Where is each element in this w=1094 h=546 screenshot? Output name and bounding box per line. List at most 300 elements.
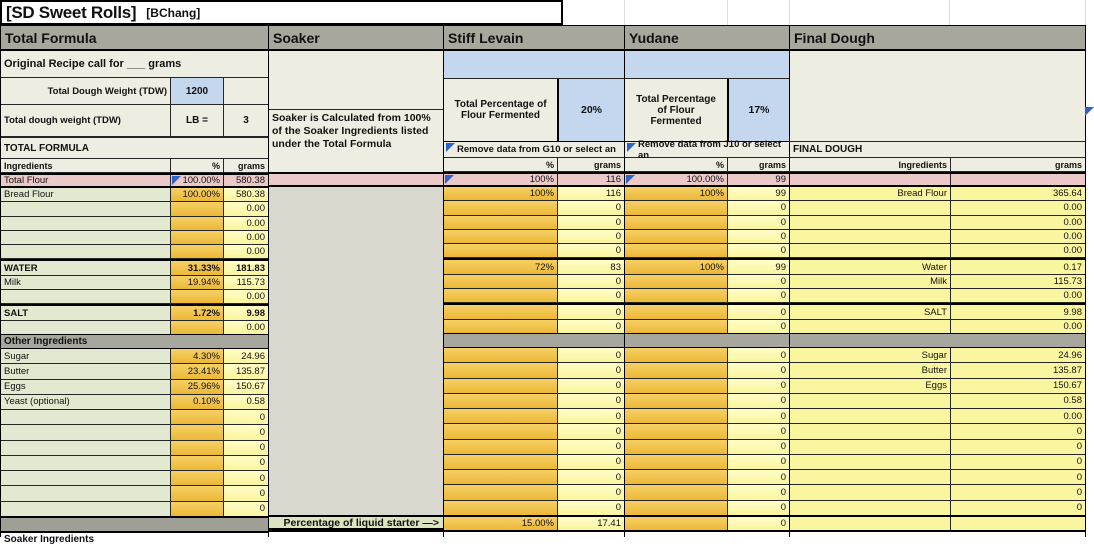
yudane-total-grams-cell[interactable]: 99	[727, 174, 789, 185]
section-final-dough	[789, 25, 1086, 537]
grams-cell[interactable]: 0	[727, 348, 789, 362]
ingredients-column-header[interactable]: Ingredients	[4, 160, 53, 171]
grams-cell[interactable]: 0	[727, 305, 789, 318]
grams-column-header[interactable]: grams	[727, 158, 789, 171]
grams-cell[interactable]: 0	[727, 379, 789, 393]
table-row	[1, 259, 268, 275]
percent-cell[interactable]	[170, 290, 223, 303]
grams-cell[interactable]: 0	[950, 501, 1085, 515]
grams-cell[interactable]: 115.73	[950, 275, 1085, 288]
table-row	[625, 258, 789, 274]
percent-cell[interactable]: 0.10%	[170, 395, 223, 409]
percent-cell[interactable]: 31.33%	[170, 261, 223, 274]
grams-cell[interactable]: 0	[557, 485, 624, 499]
table-row	[444, 201, 624, 215]
grams-cell[interactable]: 150.67	[950, 379, 1085, 393]
grams-cell[interactable]: 0	[727, 501, 789, 515]
table-row	[1, 486, 268, 501]
ingredient-cell[interactable]	[790, 440, 950, 454]
grams-cell[interactable]: 0.00	[950, 409, 1085, 423]
percent-cell[interactable]	[625, 320, 727, 333]
percent-cell[interactable]	[625, 216, 727, 229]
percent-cell[interactable]	[444, 379, 557, 393]
tdw-empty-cell[interactable]	[223, 78, 268, 104]
ingredients-column-header[interactable]: Ingredients	[898, 159, 947, 170]
yudane-ferment-box	[625, 79, 789, 142]
ingredient-cell[interactable]: Eggs	[1, 380, 170, 394]
grams-cell[interactable]: 0	[557, 201, 624, 214]
percent-cell[interactable]	[625, 244, 727, 257]
grams-cell[interactable]: 0	[557, 501, 624, 515]
percent-cell[interactable]	[625, 289, 727, 302]
table-row	[1, 217, 268, 231]
percent-cell[interactable]	[444, 305, 557, 318]
table-row	[790, 455, 1085, 470]
yudane-header[interactable]: Yudane	[625, 26, 789, 51]
ferment-percent-cell[interactable]: 20%	[557, 79, 624, 141]
levain-blank-cell[interactable]	[444, 51, 624, 79]
comment-flag-icon	[446, 143, 455, 152]
ingredient-cell[interactable]: Sugar	[1, 349, 170, 363]
percent-cell[interactable]	[444, 470, 557, 484]
soaker-empty-block[interactable]	[269, 187, 443, 515]
grams-cell[interactable]: 0	[727, 244, 789, 257]
percent-cell[interactable]: 100%	[444, 187, 557, 200]
grams-cell[interactable]: 9.98	[950, 305, 1085, 318]
section-yudane	[624, 25, 790, 537]
grams-cell[interactable]: 0	[557, 455, 624, 469]
percent-cell[interactable]	[625, 409, 727, 423]
table-row	[1, 304, 268, 320]
percent-cell[interactable]	[625, 275, 727, 288]
grams-cell[interactable]: 0.00	[950, 320, 1085, 333]
percent-cell[interactable]	[625, 201, 727, 214]
ingredient-cell[interactable]	[1, 245, 170, 258]
grams-cell[interactable]: 0.00	[223, 290, 268, 303]
ingredient-cell[interactable]	[790, 244, 950, 257]
flour-water-salt-rows	[1, 188, 268, 334]
grams-cell[interactable]: 0	[727, 320, 789, 333]
grams-cell[interactable]: 99	[727, 260, 789, 273]
grams-cell[interactable]: 0.00	[223, 245, 268, 258]
grams-cell[interactable]: 24.96	[223, 349, 268, 363]
table-row	[625, 455, 789, 470]
total-flour-grams-cell[interactable]: 580.38	[223, 175, 268, 186]
grams-cell[interactable]: 0	[557, 244, 624, 257]
section-total-formula	[0, 25, 269, 545]
grams-cell[interactable]: 0.00	[223, 202, 268, 215]
percent-cell[interactable]	[625, 470, 727, 484]
grams-cell[interactable]: 0	[557, 409, 624, 423]
grams-cell[interactable]: 0.00	[223, 217, 268, 230]
total-flour-percent-cell[interactable]	[170, 175, 223, 186]
grams-cell[interactable]: 0	[223, 471, 268, 485]
percent-cell[interactable]	[444, 230, 557, 243]
percent-cell[interactable]	[625, 485, 727, 499]
gridline	[624, 0, 625, 25]
percent-cell[interactable]	[444, 289, 557, 302]
soaker-header[interactable]: Soaker	[269, 26, 443, 51]
percent-cell[interactable]	[625, 424, 727, 438]
column-header-row	[625, 158, 789, 172]
grams-cell[interactable]: 0	[223, 456, 268, 470]
grams-cell[interactable]: 0	[727, 230, 789, 243]
table-row	[625, 409, 789, 424]
yudane-blank-cell[interactable]	[625, 51, 789, 79]
grams-column-header[interactable]: grams	[223, 159, 268, 172]
percent-cell[interactable]: 100%	[625, 187, 727, 200]
percent-cell[interactable]	[170, 471, 223, 485]
percent-cell[interactable]	[170, 321, 223, 334]
percent-cell[interactable]	[170, 456, 223, 470]
levain-total-percent-cell[interactable]	[444, 174, 557, 185]
percent-cell[interactable]	[444, 409, 557, 423]
ingredient-cell[interactable]	[1, 202, 170, 215]
grams-cell[interactable]: 0	[557, 363, 624, 377]
ingredient-cell[interactable]: Yeast (optional)	[1, 395, 170, 409]
percent-cell[interactable]	[170, 425, 223, 439]
ingredient-cell[interactable]	[790, 201, 950, 214]
percent-column-header[interactable]: %	[545, 159, 554, 170]
divider-row	[444, 333, 624, 348]
ingredient-cell[interactable]: Milk	[790, 275, 950, 288]
ingredient-cell[interactable]	[790, 455, 950, 469]
ingredient-cell[interactable]	[1, 441, 170, 455]
grams-cell[interactable]: 116	[557, 187, 624, 200]
percent-column-header[interactable]: %	[170, 159, 223, 172]
grams-cell[interactable]: 0	[557, 230, 624, 243]
ingredient-cell[interactable]	[1, 502, 170, 516]
ingredient-cell[interactable]	[790, 409, 950, 423]
grams-cell[interactable]: 0	[223, 502, 268, 516]
ingredient-cell[interactable]	[1, 217, 170, 230]
grams-cell[interactable]: 115.73	[223, 276, 268, 289]
ingredient-cell[interactable]	[790, 394, 950, 408]
tdw-label-cell[interactable]: Total Dough Weight (TDW)	[47, 85, 167, 97]
percent-cell[interactable]	[625, 501, 727, 515]
percent-cell[interactable]	[170, 410, 223, 424]
grams-cell[interactable]: 0	[727, 216, 789, 229]
ingredient-cell[interactable]	[1, 456, 170, 470]
ingredient-cell[interactable]	[790, 470, 950, 484]
grams-cell[interactable]: 0	[557, 440, 624, 454]
percent-cell[interactable]	[170, 217, 223, 230]
ferment-label-cell[interactable]: Total Percentage of Flour Fermented	[636, 93, 716, 127]
yudane-total-percent-cell[interactable]	[625, 174, 727, 185]
table-row	[444, 470, 624, 485]
empty-cell[interactable]	[790, 517, 950, 530]
grams-cell[interactable]: 0.00	[950, 244, 1085, 257]
grams-cell[interactable]: 0.58	[223, 395, 268, 409]
soaker-total-row[interactable]	[269, 172, 443, 187]
table-row	[444, 394, 624, 409]
percent-cell[interactable]: 100%	[625, 260, 727, 273]
percent-cell[interactable]	[444, 501, 557, 515]
percent-cell[interactable]	[625, 305, 727, 318]
original-recipe-cell[interactable]: Original Recipe call for ___ grams	[1, 51, 268, 78]
grams-cell[interactable]: 0	[950, 440, 1085, 454]
lb-value-cell[interactable]: 3	[223, 105, 268, 136]
grams-cell[interactable]: 0	[557, 379, 624, 393]
grams-cell[interactable]: 0	[557, 320, 624, 333]
ingredient-cell[interactable]: SALT	[1, 306, 170, 319]
grams-cell[interactable]: 0	[557, 216, 624, 229]
percent-cell[interactable]	[444, 455, 557, 469]
percent-cell[interactable]: 23.41%	[170, 364, 223, 378]
total-formula-header[interactable]: Total Formula	[1, 26, 268, 51]
final-dough-blank-block[interactable]	[790, 51, 1085, 142]
total-formula-label-cell[interactable]: TOTAL FORMULA	[1, 137, 268, 159]
ingredient-cell[interactable]	[1, 231, 170, 244]
table-row	[1, 276, 268, 290]
grams-cell[interactable]: 0.00	[950, 289, 1085, 302]
grams-cell[interactable]: 0	[557, 470, 624, 484]
grams-cell[interactable]: 0	[557, 305, 624, 318]
ingredient-cell[interactable]	[1, 321, 170, 334]
grams-cell[interactable]: 580.38	[223, 188, 268, 201]
ingredient-cell[interactable]: Eggs	[790, 379, 950, 393]
final-dough-other-rows	[790, 348, 1085, 515]
percent-cell[interactable]	[170, 486, 223, 500]
grams-cell[interactable]: 135.87	[950, 363, 1085, 377]
percent-cell[interactable]	[444, 363, 557, 377]
gridline	[727, 0, 728, 25]
percent-cell[interactable]	[170, 231, 223, 244]
percent-cell[interactable]	[444, 320, 557, 333]
grams-cell[interactable]: 0	[727, 409, 789, 423]
empty-cell[interactable]	[950, 517, 1085, 530]
table-row	[1, 245, 268, 259]
comment-flag-icon	[172, 176, 181, 185]
table-row	[1, 456, 268, 471]
ingredient-cell[interactable]: Sugar	[790, 348, 950, 362]
ingredient-cell[interactable]	[1, 290, 170, 303]
grams-cell[interactable]: 0.00	[950, 230, 1085, 243]
grams-cell[interactable]: 181.83	[223, 261, 268, 274]
table-row	[444, 289, 624, 303]
grams-cell[interactable]: 0	[557, 424, 624, 438]
levain-total-grams-cell[interactable]: 116	[557, 174, 624, 185]
grams-cell[interactable]: 0	[557, 348, 624, 362]
table-row	[1, 349, 268, 364]
soaker-note-cell[interactable]: Soaker is Calculated from 100% of the Soaker Ingredients listed under the Total Formula	[269, 110, 443, 172]
grams-cell[interactable]: 0	[727, 201, 789, 214]
grams-cell[interactable]: 0	[727, 470, 789, 484]
ingredient-cell[interactable]: Bread Flour	[790, 187, 950, 200]
liquid-starter-grams-cell[interactable]: 17.41	[557, 517, 624, 530]
table-row	[790, 440, 1085, 455]
levain-ferment-box	[444, 79, 624, 142]
soaker-ingredients-partial-row[interactable]: Soaker Ingredients	[1, 531, 268, 540]
ingredient-cell[interactable]	[790, 320, 950, 333]
yudane-remove-note-cell[interactable]	[625, 138, 789, 161]
table-row	[625, 201, 789, 215]
table-row	[1, 410, 268, 425]
table-row	[1, 231, 268, 245]
percent-cell[interactable]: 72%	[444, 260, 557, 273]
table-row	[1, 364, 268, 379]
grams-cell[interactable]: 83	[557, 260, 624, 273]
grams-cell[interactable]: 0.00	[950, 216, 1085, 229]
percent-cell[interactable]	[444, 424, 557, 438]
comment-flag-icon	[445, 175, 454, 184]
final-dough-label-cell[interactable]: FINAL DOUGH	[790, 142, 1085, 158]
table-row	[444, 230, 624, 244]
grams-cell[interactable]: 0	[950, 470, 1085, 484]
table-row	[444, 501, 624, 515]
yudane-total-percent: 100.00%	[686, 174, 724, 185]
grams-cell[interactable]: 0	[950, 455, 1085, 469]
percent-cell[interactable]: 4.30%	[170, 349, 223, 363]
percent-cell[interactable]	[444, 394, 557, 408]
grams-cell[interactable]: 0.00	[950, 201, 1085, 214]
grams-cell[interactable]: 0	[950, 424, 1085, 438]
percent-cell[interactable]: 25.96%	[170, 380, 223, 394]
grams-cell[interactable]: 365.64	[950, 187, 1085, 200]
percent-cell[interactable]	[444, 485, 557, 499]
grams-cell[interactable]: 9.98	[223, 306, 268, 319]
grams-cell[interactable]: 0	[223, 441, 268, 455]
grams-cell[interactable]: 0.17	[950, 260, 1085, 273]
soaker-blank-cell[interactable]	[269, 51, 443, 110]
ingredient-cell[interactable]	[1, 471, 170, 485]
grams-cell[interactable]: 0	[727, 275, 789, 288]
percent-cell[interactable]	[625, 379, 727, 393]
levain-remove-note-cell[interactable]	[444, 142, 624, 158]
final-dough-header[interactable]: Final Dough	[790, 26, 1085, 51]
grams-cell[interactable]: 0	[223, 486, 268, 500]
ingredient-cell[interactable]: WATER	[1, 261, 170, 274]
percent-cell[interactable]	[444, 275, 557, 288]
ingredient-cell[interactable]	[790, 216, 950, 229]
table-row	[444, 379, 624, 394]
grams-cell[interactable]: 0	[557, 394, 624, 408]
liquid-starter-grams-cell[interactable]: 0	[727, 517, 789, 530]
ferment-percent-cell[interactable]: 17%	[727, 79, 789, 141]
grams-cell[interactable]: 135.87	[223, 364, 268, 378]
percent-cell[interactable]	[625, 230, 727, 243]
ingredient-cell[interactable]	[790, 289, 950, 302]
grams-cell[interactable]: 0	[727, 455, 789, 469]
grams-cell[interactable]: 0	[727, 394, 789, 408]
tdw-value-cell[interactable]: 1200	[170, 78, 223, 104]
percent-cell[interactable]	[625, 455, 727, 469]
total-grams-cell[interactable]	[950, 174, 1085, 185]
percent-cell[interactable]	[625, 363, 727, 377]
ingredient-cell[interactable]	[790, 424, 950, 438]
percent-cell[interactable]	[625, 348, 727, 362]
grams-cell[interactable]: 24.96	[950, 348, 1085, 362]
sheet-title-cell[interactable]	[0, 0, 563, 25]
grams-cell[interactable]: 0	[727, 485, 789, 499]
total-flour-name-cell[interactable]: Total Flour	[4, 175, 49, 186]
grams-cell[interactable]: 0	[727, 363, 789, 377]
liquid-starter-percent-cell[interactable]	[625, 517, 727, 530]
percent-cell[interactable]	[444, 440, 557, 454]
percent-cell[interactable]	[170, 202, 223, 215]
table-row	[444, 424, 624, 439]
grams-cell[interactable]: 0	[557, 275, 624, 288]
table-row	[444, 363, 624, 378]
percent-cell[interactable]	[444, 348, 557, 362]
grams-cell[interactable]: 0	[223, 410, 268, 424]
grams-cell[interactable]: 99	[727, 187, 789, 200]
table-row	[625, 289, 789, 303]
grams-cell[interactable]: 0.58	[950, 394, 1085, 408]
lb-label-cell[interactable]: LB =	[170, 105, 223, 136]
total-flour-percent: 100.00%	[182, 175, 220, 186]
percent-cell[interactable]	[625, 440, 727, 454]
grams-cell[interactable]: 0.00	[223, 231, 268, 244]
grams-cell[interactable]: 0.00	[223, 321, 268, 334]
section-soaker	[268, 25, 444, 537]
ingredient-cell[interactable]	[1, 425, 170, 439]
column-header-row	[790, 158, 1085, 172]
grams-cell[interactable]: 0	[557, 289, 624, 302]
liquid-starter-label-cell[interactable]: Percentage of liquid starter —>	[269, 515, 443, 530]
ingredient-cell[interactable]: Water	[790, 260, 950, 273]
table-row	[625, 187, 789, 201]
grams-column-header[interactable]: grams	[557, 158, 624, 171]
ingredient-cell[interactable]	[790, 230, 950, 243]
percent-cell[interactable]	[170, 502, 223, 516]
grams-column-header[interactable]: grams	[950, 158, 1085, 171]
percent-cell[interactable]	[444, 201, 557, 214]
ingredient-cell[interactable]: SALT	[790, 305, 950, 318]
grams-cell[interactable]: 150.67	[223, 380, 268, 394]
table-row	[625, 348, 789, 363]
table-row	[790, 216, 1085, 230]
grams-cell[interactable]: 0	[727, 289, 789, 302]
table-row	[1, 321, 268, 334]
divider-row	[790, 333, 1085, 348]
percent-cell[interactable]	[444, 216, 557, 229]
tdw2-label-cell[interactable]: Total dough weight (TDW)	[4, 115, 121, 126]
percent-cell[interactable]: 100.00%	[170, 188, 223, 201]
bottom-partial-row	[444, 530, 624, 539]
grams-cell[interactable]: 0	[727, 440, 789, 454]
table-row	[790, 320, 1085, 333]
ingredient-cell[interactable]: Milk	[1, 276, 170, 289]
ingredient-cell[interactable]: Butter	[1, 364, 170, 378]
percent-cell[interactable]	[625, 394, 727, 408]
grams-cell[interactable]: 0	[223, 425, 268, 439]
remove-note-text: Remove data from G10 or select an	[457, 144, 616, 155]
percent-cell[interactable]	[170, 245, 223, 258]
other-ingredients-header[interactable]: Other Ingredients	[1, 334, 268, 349]
percent-cell[interactable]	[444, 244, 557, 257]
liquid-starter-row	[790, 515, 1085, 530]
grams-cell[interactable]: 0	[727, 424, 789, 438]
ferment-label-cell[interactable]: Total Percentage of Flour Fermented	[454, 99, 547, 121]
ingredient-cell[interactable]	[1, 410, 170, 424]
ingredient-cell[interactable]	[790, 485, 950, 499]
levain-other-rows	[444, 348, 624, 515]
ingredient-cell[interactable]	[1, 486, 170, 500]
percent-column-header[interactable]: %	[715, 159, 724, 170]
total-name-cell[interactable]	[790, 174, 950, 185]
percent-cell[interactable]	[170, 441, 223, 455]
liquid-starter-percent-cell[interactable]: 15.00%	[444, 517, 557, 530]
bottom-partial-row	[790, 530, 1085, 539]
stiff-levain-header[interactable]: Stiff Levain	[444, 26, 624, 51]
grams-cell[interactable]: 0	[950, 485, 1085, 499]
ingredient-cell[interactable]: Butter	[790, 363, 950, 377]
percent-cell[interactable]: 1.72%	[170, 306, 223, 319]
ingredient-cell[interactable]	[790, 501, 950, 515]
ingredient-cell[interactable]: Bread Flour	[1, 188, 170, 201]
percent-cell[interactable]: 19.94%	[170, 276, 223, 289]
